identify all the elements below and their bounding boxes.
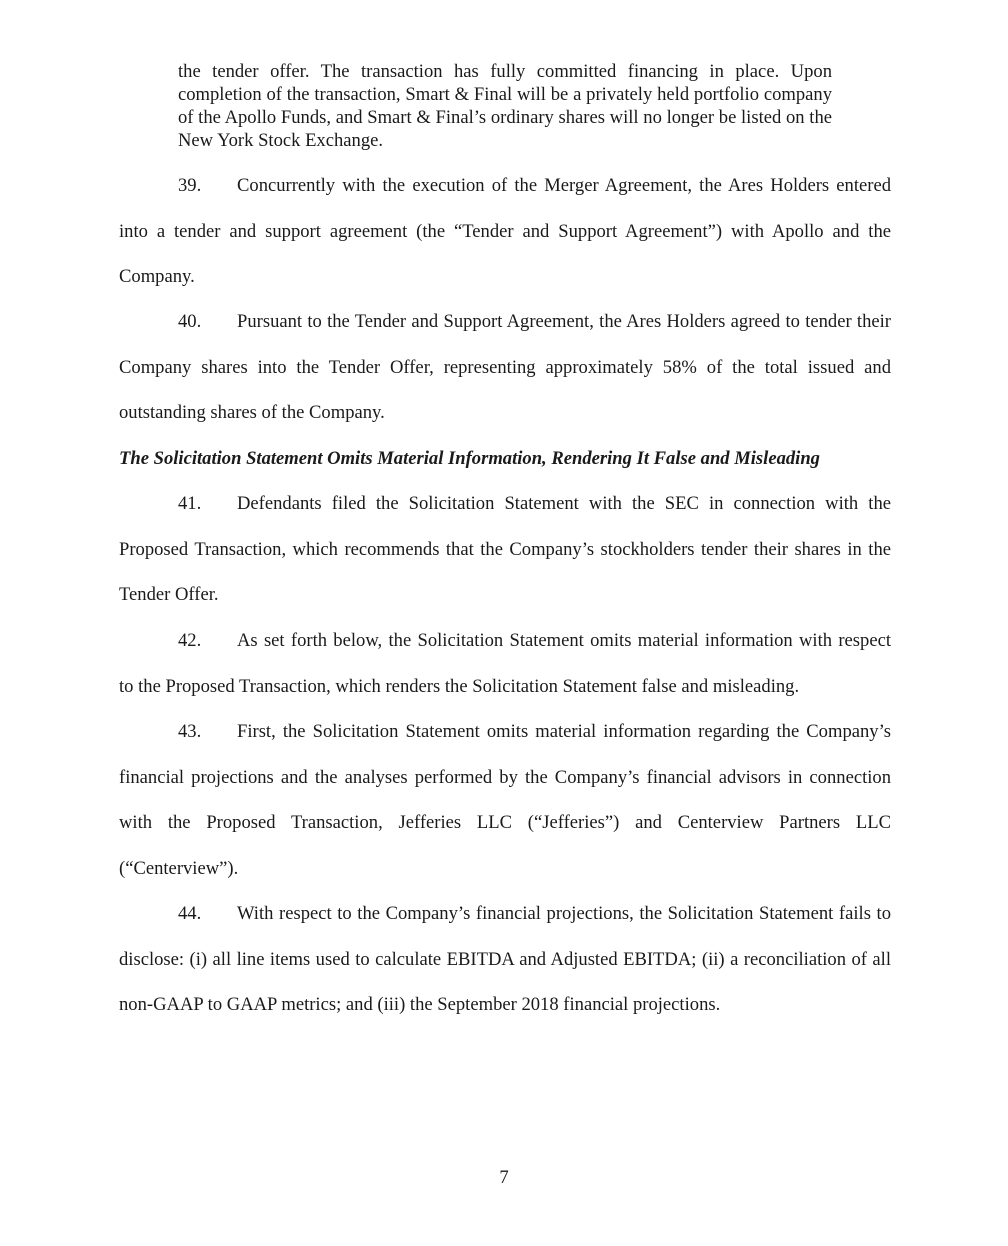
quoted-block: the tender offer. The transaction has fully committed financing in place. Upon completion of the transaction, Smart & Final will be a privately held portfolio company of the Apollo Funds, and Smart & Final’s ordinary shares will no longer be listed on the New York Stock Exchange. — [178, 61, 832, 151]
paragraph-number: 43. — [178, 721, 202, 742]
section-heading: The Solicitation Statement Omits Material Information, Rendering It False and Misleading — [119, 448, 820, 469]
page-number: 7 — [499, 1167, 509, 1188]
paragraph-44 — [119, 891, 891, 1028]
paragraph-text: With respect to the Company’s financial projections, the Solicitation Statement fails to disclose: (i) all line items used to calculate EBITDA and Adjusted EBITDA; (ii) a reconciliation of all non-GAAP to GAAP metrics; and (iii) the September 2018 financial projections. — [119, 903, 891, 1015]
paragraph-number: 41. — [178, 493, 202, 514]
paragraph-number: 44. — [178, 903, 202, 924]
paragraph-42 — [119, 618, 891, 709]
paragraph-text: Pursuant to the Tender and Support Agreement, the Ares Holders agreed to tender their Company shares into the Tender Offer, representing approximately 58% of the total issued and outstanding shares of the Company. — [119, 311, 891, 423]
paragraph-text: Concurrently with the execution of the Merger Agreement, the Ares Holders entered into a tender and support agreement (the “Tender and Support Agreement”) with Apollo and the Company. — [119, 175, 891, 287]
paragraph-41 — [119, 481, 891, 618]
paragraph-number: 40. — [178, 311, 202, 332]
paragraph-text: Defendants filed the Solicitation Statement with the SEC in connection with the Proposed Transaction, which recommends that the Company’s stockholders tender their shares in the Tender Offer. — [119, 493, 891, 605]
paragraph-43 — [119, 709, 891, 891]
paragraph-number: 39. — [178, 175, 202, 196]
paragraph-40 — [119, 299, 891, 436]
paragraph-39 — [119, 163, 891, 300]
paragraph-text: As set forth below, the Solicitation Statement omits material information with respect to the Proposed Transaction, which renders the Solicitation Statement false and misleading. — [119, 630, 891, 697]
paragraph-text: First, the Solicitation Statement omits material information regarding the Company’s financial projections and the analyses performed by the Company’s financial advisors in connection with the Proposed Transaction, Jefferies LLC (“Jefferies”) and Centerview Partners LLC (“Centerview”). — [119, 721, 891, 879]
paragraph-number: 42. — [178, 630, 202, 651]
